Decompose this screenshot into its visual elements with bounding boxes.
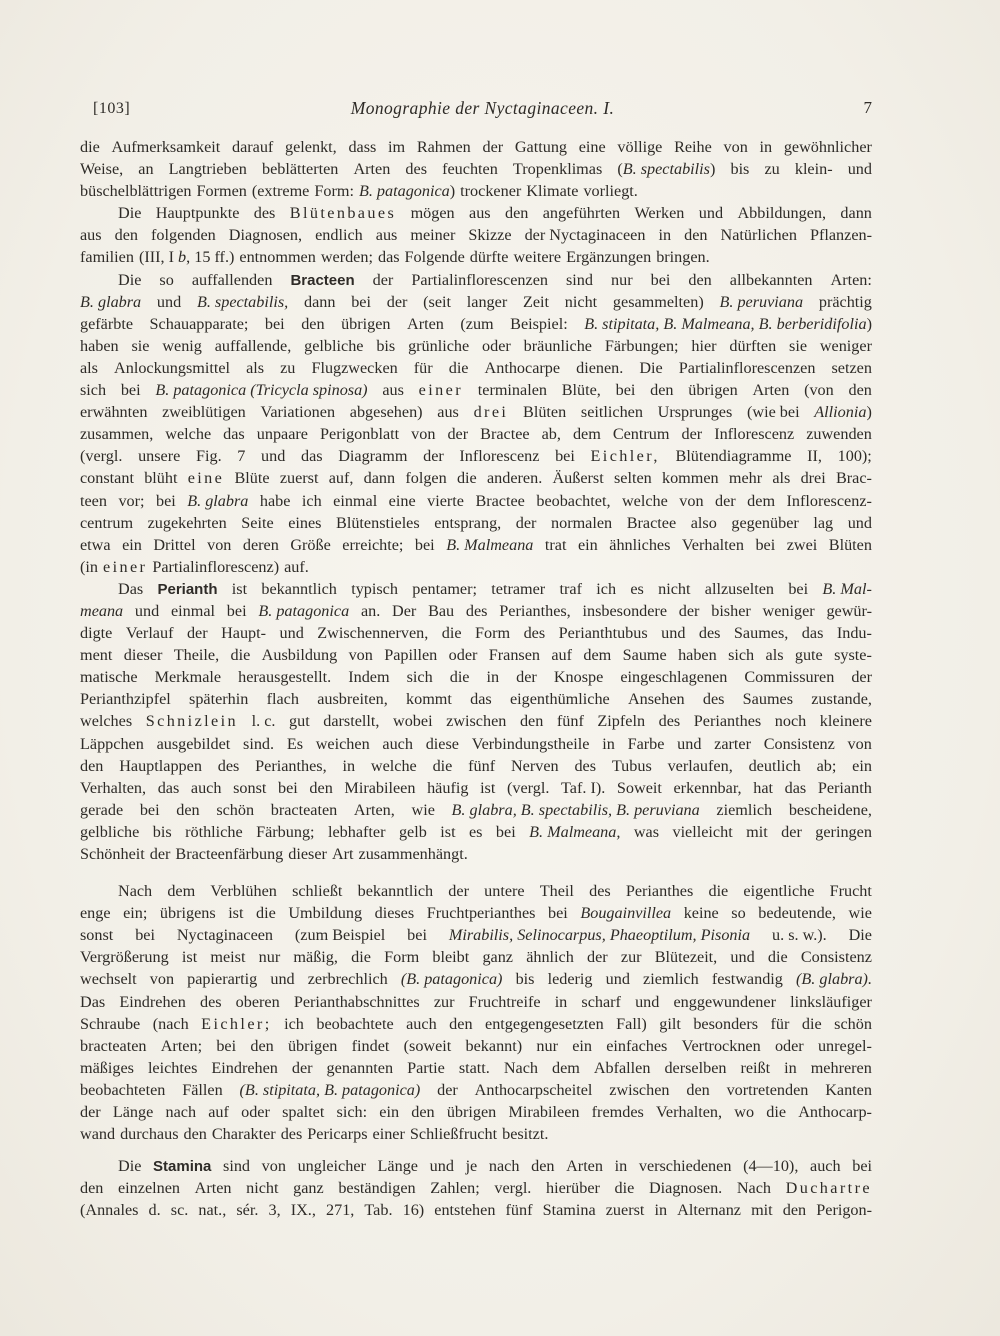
text-line: (vergl. unsere Fig. 7 und das Diagramm der Inflorescenz bei Eichler, Blütendiagramme II, 100); xyxy=(80,447,872,466)
text-line: Die so auffallenden Bracteen der Partialinflorescenzen sind nur bei den allbekannten Arten: xyxy=(118,270,872,289)
text-line: familien (III, I b, 15 ff.) entnommen werden; das Folgende dürfte weitere Ergänzungen bringen. xyxy=(80,248,710,267)
running-title: Monographie der Nyctaginaceen. I. xyxy=(350,98,615,118)
text-line: zusammen, welche das unpaare Perigonblatt von der Bractee ab, dem Centrum der Inflorescenz zuwenden xyxy=(80,425,872,444)
paragraph-gap xyxy=(80,865,872,880)
text-line: etwa ein Drittel von deren Größe erreichte; bei B. Malmeana trat ein ähnliches Verhalten bei zwei Blüten xyxy=(80,535,872,554)
text-line: Die Stamina sind von ungleicher Länge und je nach den Arten in verschiedenen (4—10), auch bei xyxy=(118,1157,872,1176)
text-line: Verhalten, das auch sonst bei den Mirabileen häufig ist (vergl. Taf. I). Soweit erkennbar, hat das Perianth xyxy=(80,778,872,797)
text-line: Weise, an Langtrieben beblätterten Arten des feuchten Tropenklimas (B. spectabilis) bis zu klein- und xyxy=(80,160,872,179)
text-line: haben sie wenig auffallende, gelbliche bis grünliche oder bräunliche Färbungen; hier dürften sie weniger xyxy=(80,336,872,355)
text-line: den Hauptlappen des Perianthes, in welche die fünf Nerven des Tubus verlaufen, deutlich ab; ein xyxy=(80,756,872,775)
text-line: sich bei B. patagonica (Tricycla spinosa) aus einer terminalen Blüte, bei den übrigen Arten (von den xyxy=(80,381,872,400)
text-line: die Aufmerksamkeit darauf gelenkt, dass im Rahmen der Gattung eine völlige Reihe von in gewöhnlicher xyxy=(80,138,872,156)
text-line: bracteaten Arten; bei den übrigen findet (soweit bekannt) nur ein einfaches Vertrocknen oder unregel- xyxy=(80,1036,872,1055)
body-text xyxy=(80,136,872,1222)
page-number-bracketed: [103] xyxy=(93,100,131,117)
text-line: den einzelnen Arten nicht ganz beständigen Zahlen; vergl. hierüber die Diagnosen. Nach Duchartre xyxy=(80,1179,872,1198)
text-line: meana und einmal bei B. patagonica an. Der Bau des Perianthes, insbesondere der bisher weniger gewür- xyxy=(80,601,872,620)
text-line: gefärbte Schauapparate; bei den übrigen Arten (zum Beispiel: B. stipitata, B. Malmeana, B. berberidifolia) xyxy=(80,314,872,333)
text-line: wand durchaus den Charakter des Pericarps einer Schließfrucht besitzt. xyxy=(80,1125,549,1144)
text-line: Das Eindrehen des oberen Perianthabschnittes zur Fruchtreife in scharf und enggewundener linksläufiger xyxy=(80,992,872,1011)
text-line: teen vor; bei B. glabra habe ich einmal eine vierte Bractee beobachtet, welche von der dem Inflorescenz- xyxy=(80,491,872,510)
text-line: gelbliche bis röthliche Färbung; lebhafter gelb ist es bei B. Malmeana, was vielleicht mit der geringen xyxy=(80,822,872,841)
text-line: Nach dem Verblühen schließt bekanntlich der untere Theil des Perianthes die eigentliche Frucht xyxy=(118,882,872,901)
text-line: büschelblättrigen Formen (extreme Form: B. patagonica) trockener Klimate vorliegt. xyxy=(80,182,638,201)
text-line: enge ein; übrigens ist die Umbildung dieses Fruchtperianthes bei Bougainvillea keine so bedeutende, wie xyxy=(80,904,872,923)
text-line: constant blüht eine Blüte zuerst auf, dann folgen die anderen. Äußerst selten kommen mehr als drei Brac- xyxy=(80,469,872,488)
text-line: matische Merkmale herausgestellt. Indem sich die in der Knospe eingeschlagenen Commissuren der xyxy=(80,668,872,687)
text-line: der Länge nach auf oder spaltet sich: ein den übrigen Mirabileen fremdes Verhalten, wo die Anthocarp- xyxy=(80,1103,872,1122)
text-line: Schönheit der Bracteenfärbung dieser Art zusammenhängt. xyxy=(80,845,468,863)
text-line: B. glabra und B. spectabilis, dann bei der (seit langer Zeit nicht gesammelten) B. peruviana prächtig xyxy=(80,292,872,311)
text-line: centrum zugekehrten Seite eines Blütenstieles entsprang, der normalen Bractee also gegenüber lag und xyxy=(80,513,872,532)
page-number: 7 xyxy=(863,98,872,117)
text-line: digte Verlauf der Haupt- und Zwischennerven, die Form des Perianthtubus und des Saumes, das Indu- xyxy=(80,624,872,643)
text-line: Vergrößerung ist meist nur mäßig, die Form bleibt ganz ähnlich der zur Blütezeit, und die Consistenz xyxy=(80,948,872,967)
text-line: als Anlockungsmittel als zu Flugzwecken für die Anthocarpe dienen. Die Partialinflorescenzen setzen xyxy=(80,358,872,377)
text-line: aus den folgenden Diagnosen, endlich aus meiner Skizze der Nyctaginaceen in den Natürlichen Pflanzen- xyxy=(80,226,872,245)
text-line: gerade bei den schön bracteaten Arten, wie B. glabra, B. spectabilis, B. peruviana ziemlich bescheidene, xyxy=(80,800,872,819)
text-line: Schraube (nach Eichler; ich beobachtete auch den entgegengesetzten Fall) gilt besonders für die schön xyxy=(80,1014,872,1033)
text-line: erwähnten zweiblütigen Variationen abgesehen) aus drei Blüten seitlichen Ursprunges (wie bei Allionia) xyxy=(80,403,872,422)
paragraph-gap xyxy=(80,1145,872,1155)
page-header xyxy=(93,96,872,124)
text-line: Das Perianth ist bekanntlich typisch pentamer; tetramer traf ich es nicht allzuselten bei B. Mal- xyxy=(118,579,872,598)
text-line: mäßiges leichtes Eindrehen der genannten Partie statt. Nach dem Abfallen derselben reißt in mehreren xyxy=(80,1058,872,1077)
text-line: beobachteten Fällen (B. stipitata, B. patagonica) der Anthocarpscheitel zwischen den vortretenden Kanten xyxy=(80,1080,872,1099)
text-line: ment dieser Theile, die Ausbildung von Papillen oder Fransen auf dem Saume haben sich als gute syste- xyxy=(80,646,872,665)
text-line: welches Schnizlein l. c. gut darstellt, wobei zwischen den fünf Zipfeln des Perianthes noch kleinere xyxy=(80,712,872,731)
text-line: (in einer Partialinflorescenz) auf. xyxy=(80,557,309,576)
text-line: wechselt von papierartig und zerbrechlich (B. patagonica) bis lederig und ziemlich festwandig (B. glabra). xyxy=(80,970,872,989)
text-line: Perianthzipfel späterhin flach ausbreiten, kommt das eigenthümliche Ansehen des Saumes zustande, xyxy=(80,690,872,709)
text-line: (Annales d. sc. nat., sér. 3, IX., 271, Tab. 16) entstehen fünf Stamina zuerst in Alternanz mit den Perigon- xyxy=(80,1201,872,1220)
text-line: Die Hauptpunkte des Blütenbaues mögen aus den angeführten Werken und Abbildungen, dann xyxy=(118,204,872,223)
text-line: Läppchen ausgebildet sind. Es weichen auch diese Verbindungstheile in Farbe und zarter Consistenz von xyxy=(80,734,872,753)
text-line: sonst bei Nyctaginaceen (zum Beispiel bei Mirabilis, Selinocarpus, Phaeoptilum, Pisonia u. s. w.). Die xyxy=(80,926,872,945)
